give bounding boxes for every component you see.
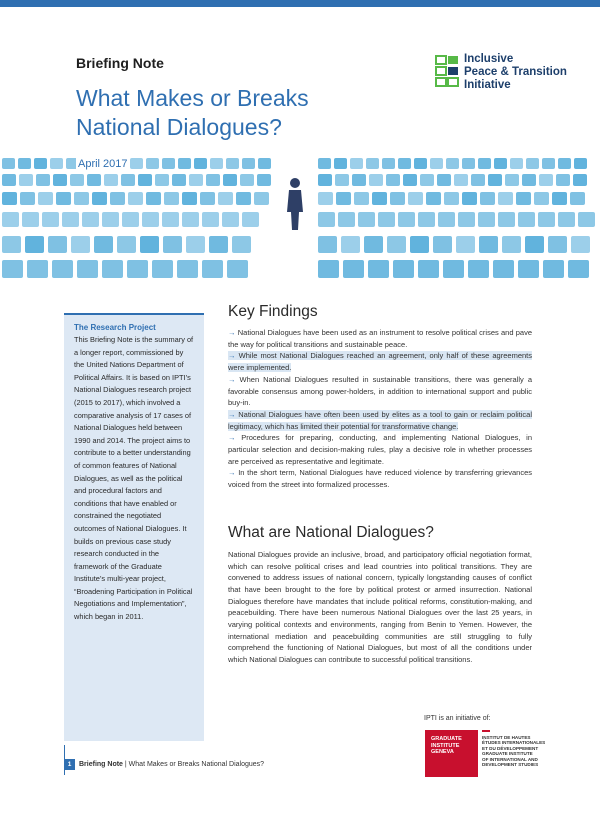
seat-mark: [318, 192, 333, 205]
seat-mark: [335, 174, 349, 186]
seat-mark: [254, 192, 269, 205]
seat-mark: [426, 192, 441, 205]
seat-mark: [478, 158, 491, 169]
seat-mark: [338, 212, 355, 227]
seat-mark: [518, 212, 535, 227]
seat-mark: [350, 158, 363, 169]
seat-mark: [240, 174, 254, 186]
seat-mark: [543, 260, 564, 278]
seat-mark: [258, 158, 271, 169]
seat-mark: [77, 260, 98, 278]
seat-mark: [19, 174, 33, 186]
seat-mark: [242, 212, 259, 227]
seat-mark: [438, 212, 455, 227]
seat-mark: [462, 192, 477, 205]
research-project-sidebar: [64, 313, 204, 741]
seat-mark: [366, 158, 379, 169]
seat-mark: [236, 192, 251, 205]
seat-mark: [130, 158, 143, 169]
seat-mark: [364, 236, 383, 253]
finding-item: → National Dialogues have been used as an instrument to resolve political crises and pave the way for political transitions and sustainable peace.: [228, 328, 532, 349]
seat-mark: [110, 192, 125, 205]
seat-mark: [568, 260, 589, 278]
seat-mark: [418, 260, 439, 278]
seat-mark: [552, 192, 567, 205]
seat-mark: [522, 174, 536, 186]
arrow-icon: →: [228, 328, 238, 337]
seat-mark: [318, 236, 337, 253]
finding-item: → Procedures for preparing, conducting, and implementing National Dialogues, in particular selection and decision-making rules, play a decisive role in whether processes are perceived as representative and legitimate.: [228, 433, 532, 466]
arrow-icon: →: [228, 409, 239, 419]
seat-mark: [20, 192, 35, 205]
seat-mark: [56, 192, 71, 205]
seat-mark: [2, 260, 23, 278]
seat-mark: [200, 192, 215, 205]
seat-mark: [218, 192, 233, 205]
arrow-icon: →: [228, 351, 239, 361]
ipti-logo: [434, 53, 584, 93]
seat-mark: [390, 192, 405, 205]
seat-mark: [443, 260, 464, 278]
seat-mark: [446, 158, 459, 169]
seat-mark: [437, 174, 451, 186]
seat-mark: [418, 212, 435, 227]
seat-mark: [202, 260, 223, 278]
seat-mark: [505, 174, 519, 186]
seat-mark: [178, 158, 191, 169]
seat-mark: [479, 236, 498, 253]
seat-mark: [82, 212, 99, 227]
seat-mark: [462, 158, 475, 169]
seat-mark: [152, 260, 173, 278]
sidebar-title: The Research Project: [74, 323, 156, 332]
seat-mark: [480, 192, 495, 205]
seat-mark: [456, 236, 475, 253]
seat-mark: [542, 158, 555, 169]
seat-mark: [393, 260, 414, 278]
what-are-heading: What are National Dialogues?: [228, 524, 434, 541]
seat-mark: [387, 236, 406, 253]
top-accent-bar: [0, 0, 600, 7]
seat-mark: [318, 174, 332, 186]
seat-mark: [87, 174, 101, 186]
seat-mark: [53, 174, 67, 186]
seat-mark: [516, 192, 531, 205]
seat-mark: [488, 174, 502, 186]
seat-mark: [128, 192, 143, 205]
seat-mark: [186, 236, 205, 253]
seat-mark: [525, 236, 544, 253]
seat-mark: [38, 192, 53, 205]
seat-mark: [573, 174, 587, 186]
seat-mark: [70, 174, 84, 186]
seat-mark: [352, 174, 366, 186]
seat-mark: [526, 158, 539, 169]
seat-mark: [34, 158, 47, 169]
seat-mark: [117, 236, 136, 253]
seat-mark: [318, 158, 331, 169]
seat-mark: [48, 236, 67, 253]
seat-mark: [372, 192, 387, 205]
seat-mark: [341, 236, 360, 253]
seat-mark: [227, 260, 248, 278]
seat-mark: [155, 174, 169, 186]
seat-mark: [318, 212, 335, 227]
seat-mark: [558, 212, 575, 227]
page-footer: 1 Briefing Note | What Makes or Breaks National Dialogues?: [64, 759, 264, 770]
finding-item: → While most National Dialogues reached an agreement, only half of these agreements were implemented.: [228, 351, 532, 373]
seat-mark: [433, 236, 452, 253]
seat-mark: [25, 236, 44, 253]
seat-mark: [140, 236, 159, 253]
ipti-logo-mark-icon: [434, 55, 460, 87]
seat-mark: [182, 192, 197, 205]
seat-mark: [226, 158, 239, 169]
arrow-icon: →: [228, 374, 240, 384]
title-line-2: National Dialogues?: [76, 114, 282, 140]
seat-mark: [570, 192, 585, 205]
seat-mark: [430, 158, 443, 169]
seat-mark: [386, 174, 400, 186]
finding-item: → National Dialogues have often been used by elites as a tool to gain or reclaim political legitimacy, which has limited their potential for transformative change.: [228, 409, 532, 431]
standing-figure-icon: [287, 178, 303, 230]
seat-mark: [74, 192, 89, 205]
seat-mark: [138, 174, 152, 186]
footer-title: What Makes or Breaks National Dialogues?: [128, 761, 265, 768]
seat-mark: [471, 174, 485, 186]
seat-mark: [502, 236, 521, 253]
seat-mark: [146, 158, 159, 169]
page-number: 1: [64, 759, 75, 770]
seat-mark: [2, 212, 19, 227]
arrow-icon: →: [228, 468, 239, 478]
seat-mark: [318, 260, 339, 278]
seat-mark: [548, 236, 567, 253]
seat-mark: [354, 192, 369, 205]
seat-mark: [571, 236, 590, 253]
seat-mark: [534, 192, 549, 205]
seat-mark: [538, 212, 555, 227]
seat-mark: [194, 158, 207, 169]
key-findings-list: [228, 327, 532, 491]
seat-mark: [146, 192, 161, 205]
seat-mark: [574, 158, 587, 169]
page-title: [76, 84, 406, 142]
seat-mark: [232, 236, 251, 253]
seat-mark: [498, 212, 515, 227]
initiative-label: IPTI is an initiative of:: [424, 715, 491, 722]
logo-dash: [482, 730, 490, 732]
seat-mark: [539, 174, 553, 186]
seat-mark: [164, 192, 179, 205]
seat-mark: [556, 174, 570, 186]
seat-mark: [403, 174, 417, 186]
seat-mark: [177, 260, 198, 278]
seat-mark: [209, 236, 228, 253]
seat-mark: [498, 192, 513, 205]
seat-mark: [420, 174, 434, 186]
seat-mark: [62, 212, 79, 227]
seat-mark: [2, 174, 16, 186]
seat-mark: [52, 260, 73, 278]
seat-mark: [334, 158, 347, 169]
seat-mark: [2, 192, 17, 205]
seat-mark: [368, 260, 389, 278]
seat-mark: [458, 212, 475, 227]
seat-mark: [71, 236, 90, 253]
seat-mark: [398, 212, 415, 227]
seat-mark: [42, 212, 59, 227]
seat-mark: [162, 212, 179, 227]
seat-mark: [2, 158, 15, 169]
seat-mark: [408, 192, 423, 205]
seat-mark: [50, 158, 63, 169]
seat-mark: [206, 174, 220, 186]
seat-mark: [223, 174, 237, 186]
publication-date: April 2017: [78, 158, 128, 170]
seat-mark: [210, 158, 223, 169]
seat-mark: [104, 174, 118, 186]
seat-mark: [358, 212, 375, 227]
seat-mark: [127, 260, 148, 278]
seat-mark: [444, 192, 459, 205]
ipti-logo-text: Inclusive Peace & Transition Initiative: [464, 53, 567, 91]
seat-mark: [172, 174, 186, 186]
seat-mark: [94, 236, 113, 253]
seat-mark: [454, 174, 468, 186]
seat-mark: [257, 174, 271, 186]
seat-mark: [578, 212, 595, 227]
key-findings-heading: Key Findings: [228, 303, 318, 320]
seat-mark: [398, 158, 411, 169]
seat-mark: [182, 212, 199, 227]
seat-mark: [336, 192, 351, 205]
seat-mark: [369, 174, 383, 186]
finding-item: → In the short term, National Dialogues have reduced violence by transferring grievances voiced from the street into formalized processes.: [228, 468, 532, 490]
seat-mark: [510, 158, 523, 169]
arrow-icon: →: [228, 433, 242, 443]
seat-mark: [121, 174, 135, 186]
seat-mark: [122, 212, 139, 227]
what-are-body: National Dialogues provide an inclusive, broad, and participatory official negotiation format, which can resolve political crises and lead countries into political transitions. They are convened to address issues of national concern, typically longstanding causes of conflict that have been brought to the fore by political protest or armed insurrection. National Dialogues therefore have mandates that include political reforms, constitution-making, and peacebuilding. There have been numerous National Dialogues over the last 25 years, in varying political contexts and environments, ranging from Benin to Yemen. However, the international mediation and peacebuilding communities are still struggling to fully comprehend the functioning of National Dialogues, but most of all the conditions under which National Dialogues can contribute to successful political transitions.: [228, 550, 532, 664]
seat-mark: [378, 212, 395, 227]
seat-mark: [163, 236, 182, 253]
seat-mark: [558, 158, 571, 169]
seat-mark: [518, 260, 539, 278]
seat-mark: [468, 260, 489, 278]
document-type-label: Briefing Note: [76, 55, 164, 71]
seat-mark: [92, 192, 107, 205]
sidebar-body: This Briefing Note is the summary of a longer report, commissioned by the United Nations Department of Political Affairs. It is based on IPTI’s National Dialogues research project (2015 to 2017), which involved a comparative analysis of 17 cases of National Dialogues held between 1990 and 2014. The project aims to contribute to a better understanding of common features of National Dialogues, as well as the political and procedural factors and conditions that have enabled or constrained the negotiated outcomes of National Dialogues. It builds on previous case study research conducted in the framework of the Graduate Institute’s multi-year project, “Broadening Participation in Political Negotiations and Implementation”, which began in 2011.: [74, 335, 194, 622]
seat-mark: [18, 158, 31, 169]
seat-mark: [478, 212, 495, 227]
seat-mark: [410, 236, 429, 253]
seat-mark: [494, 158, 507, 169]
seat-mark: [343, 260, 364, 278]
footer-label: Briefing Note: [79, 761, 123, 768]
seat-mark: [102, 212, 119, 227]
finding-item: → When National Dialogues resulted in sustainable transitions, there was generally a favorable consensus among power-holders, in addition to international support and public buy-in.: [228, 374, 532, 408]
seat-mark: [27, 260, 48, 278]
graduate-institute-name: INSTITUT DE HAUTES ÉTUDES INTERNATIONALES ET DU DÉVELOPPEMENT GRADUATE INSTITUTE OF INTERNATIONAL AND DEVELOPMENT STUDIES: [482, 730, 572, 767]
seat-mark: [2, 236, 21, 253]
seat-mark: [142, 212, 159, 227]
title-line-1: What Makes or Breaks: [76, 85, 309, 111]
seat-mark: [414, 158, 427, 169]
seat-mark: [222, 212, 239, 227]
seat-mark: [162, 158, 175, 169]
seat-mark: [22, 212, 39, 227]
seat-mark: [493, 260, 514, 278]
seat-mark: [36, 174, 50, 186]
seat-mark: [202, 212, 219, 227]
seat-mark: [189, 174, 203, 186]
seat-mark: [102, 260, 123, 278]
seat-mark: [242, 158, 255, 169]
seat-mark: [382, 158, 395, 169]
graduate-institute-logo: GRADUATE INSTITUTE GENEVA: [425, 730, 478, 777]
